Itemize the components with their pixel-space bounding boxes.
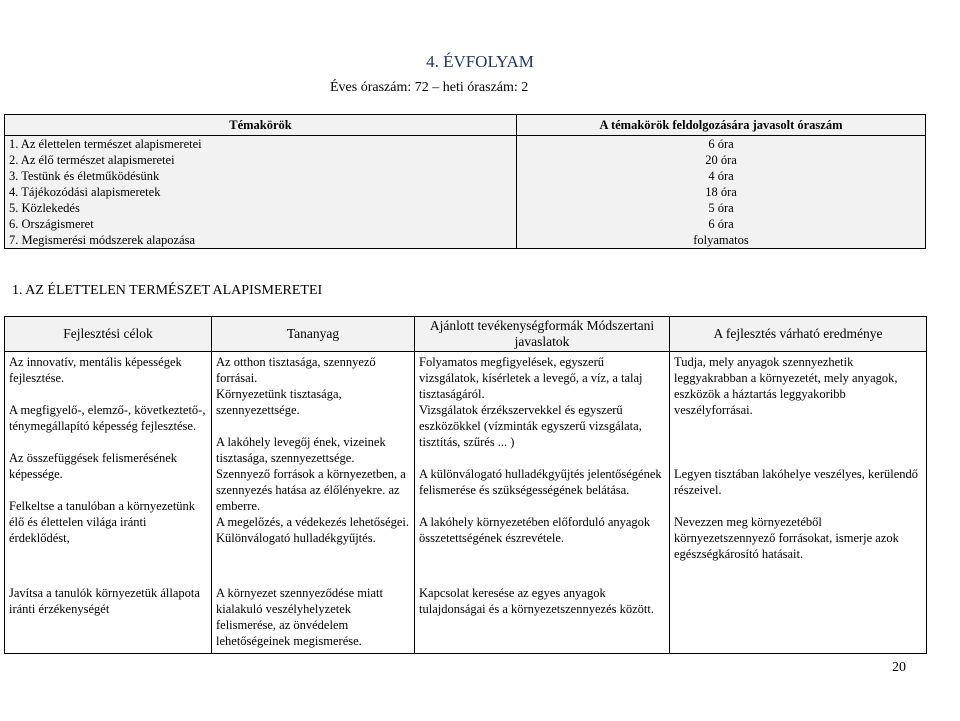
topic-row <box>5 136 926 153</box>
topic-row <box>5 232 926 249</box>
topic-name: 3. Testünk és életműködésünk <box>5 168 517 184</box>
topic-name: 5. Közlekedés <box>5 200 517 216</box>
result-text: Tudja, mely anyagok szennyezhetik leggyakrabban a környezetét, mely anyagok, eszközök a háztartás leggyakoribb veszélyforrásai. <box>674 355 898 417</box>
development-table <box>4 316 927 654</box>
topic-name: 6. Országismeret <box>5 216 517 232</box>
result-text: Legyen tisztában lakóhelye veszélyes, kerülendő részeivel. <box>674 467 919 497</box>
activity-text: A különválogató hulladékgyűjtés jelentőségének felismerése és szükségességének belátása. <box>419 467 662 497</box>
dev-row <box>5 352 927 574</box>
topic-row <box>5 216 926 232</box>
goals-cell <box>5 573 212 654</box>
topic-row <box>5 184 926 200</box>
topic-hours: 18 óra <box>517 184 926 200</box>
material-text: A megelőzés, a védekezés lehetőségei. <box>216 515 409 529</box>
page-number: 20 <box>892 660 906 675</box>
dev-header-material: Tananyag <box>212 317 415 352</box>
goal-text: Az összefüggések felismerésének képessége. <box>9 451 177 481</box>
topics-header-name: Témakörök <box>5 115 517 136</box>
dev-row <box>5 573 927 654</box>
activity-text: Folyamatos megfigyelések, egyszerű vizsgálatok, kísérletek a levegő, a víz, a talaj tisztaságáról. <box>419 355 643 401</box>
activity-text: A lakóhely környezetében előforduló anyagok összetettségének észrevétele. <box>419 515 651 545</box>
topic-name: 1. Az élettelen természet alapismeretei <box>5 136 517 153</box>
goal-text: Javítsa a tanulók környezetük állapota iránti érzékenységét <box>9 586 200 616</box>
material-cell <box>212 352 415 574</box>
topic-hours: 4 óra <box>517 168 926 184</box>
topics-header-row <box>5 115 926 136</box>
dev-header-goals: Fejlesztési célok <box>5 317 212 352</box>
material-text: Különválogató hulladékgyűjtés. <box>216 531 376 545</box>
dev-header-results: A fejlesztés várható eredménye <box>670 317 927 352</box>
results-cell <box>670 352 927 574</box>
dev-header-activities: Ajánlott tevékenységformák Módszertani javaslatok <box>415 317 670 352</box>
dev-header-row <box>5 317 927 352</box>
topic-row <box>5 200 926 216</box>
topic-hours: 20 óra <box>517 152 926 168</box>
topic-hours: 6 óra <box>517 136 926 153</box>
topic-row <box>5 168 926 184</box>
annual-hours-line: Éves óraszám: 72 – heti óraszám: 2 <box>330 80 529 95</box>
material-text: Az otthon tisztasága, szennyező forrásai. <box>216 355 376 385</box>
topic-name: 2. Az élő természet alapismeretei <box>5 152 517 168</box>
activity-text: Kapcsolat keresése az egyes anyagok tulajdonságai és a környezetszennyezés között. <box>419 586 654 616</box>
material-text: A környezet szennyeződése miatt kialakuló veszélyhelyzetek felismerése, az önvédelem lehetőségeinek megismerése. <box>216 586 383 648</box>
activities-cell <box>415 352 670 574</box>
section-title: 1. AZ ÉLETTELEN TERMÉSZET ALAPISMERETEI <box>12 283 323 298</box>
topics-header-hours: A témakörök feldolgozására javasolt óraszám <box>517 115 926 136</box>
activity-text: Vizsgálatok érzékszervekkel és egyszerű eszközökkel (vízminták egyszerű vizsgálata, tisztítás, szűrés ... ) <box>419 403 642 449</box>
results-cell <box>670 573 927 654</box>
goal-text: Az innovatív, mentális képességek fejlesztése. <box>9 355 182 385</box>
goal-text: Felkeltse a tanulóban a környezetünk élő és élettelen világa iránti érdeklődést, <box>9 499 196 545</box>
material-text: Környezetünk tisztasága, szennyezettsége. <box>216 387 342 417</box>
material-text: A lakóhely levegőj ének, vizeinek tisztasága, szennyezettsége. <box>216 435 386 465</box>
year-title: 4. ÉVFOLYAM <box>426 52 534 71</box>
result-text: Nevezzen meg környezetéből környezetszennyező forrásokat, ismerje azok egészségkárosító hatásait. <box>674 515 899 561</box>
topic-hours: 6 óra <box>517 216 926 232</box>
goal-text: A megfigyelő-, elemző-, következtető-, ténymegállapító képesség fejlesztése. <box>9 403 206 433</box>
topic-hours: 5 óra <box>517 200 926 216</box>
material-cell <box>212 573 415 654</box>
topic-hours: folyamatos <box>517 232 926 249</box>
goals-cell <box>5 352 212 574</box>
topics-table <box>4 114 926 249</box>
material-text: Szennyező források a környezetben, a szennyezés hatása az élőlényekre. az emberre. <box>216 467 406 513</box>
activities-cell <box>415 573 670 654</box>
topic-name: 7. Megismerési módszerek alapozása <box>5 232 517 249</box>
topic-row <box>5 152 926 168</box>
topic-name: 4. Tájékozódási alapismeretek <box>5 184 517 200</box>
